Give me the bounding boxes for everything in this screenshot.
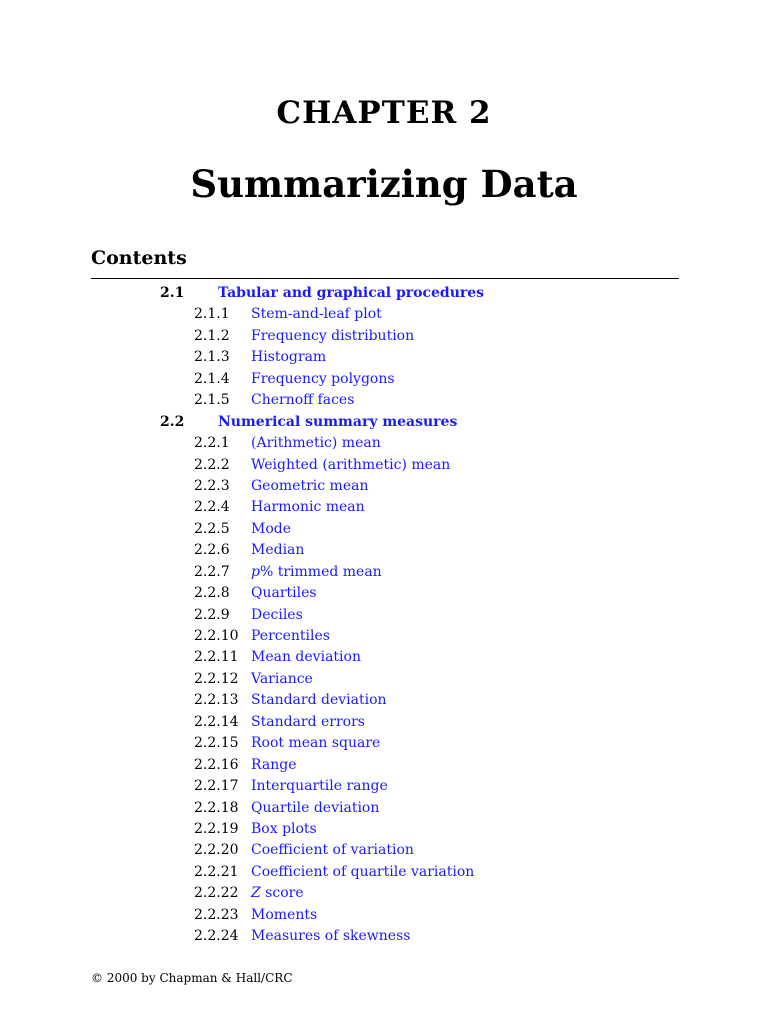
- toc-entry-number: 2.2.6: [194, 542, 230, 559]
- toc-entry-number: 2.2: [160, 413, 185, 430]
- toc-entry-link[interactable]: Moments: [251, 906, 318, 923]
- toc-entry-link[interactable]: (Arithmetic) mean: [251, 435, 381, 452]
- table-of-contents: [0, 283, 768, 948]
- toc-entry-number: 2.2.2: [194, 456, 230, 473]
- toc-subsection-row: [0, 776, 768, 797]
- toc-subsection-row: [0, 733, 768, 754]
- toc-entry-link[interactable]: Variance: [251, 670, 313, 687]
- toc-entry-number: 2.2.19: [194, 820, 239, 837]
- toc-entry-link[interactable]: Measures of skewness: [251, 928, 411, 945]
- toc-entry-link[interactable]: Standard errors: [251, 713, 365, 730]
- toc-subsection-row: [0, 626, 768, 647]
- toc-entry-number: 2.2.15: [194, 735, 239, 752]
- toc-entry-link[interactable]: p% trimmed mean: [251, 563, 382, 580]
- toc-subsection-row: [0, 562, 768, 583]
- toc-entry-number: 2.2.18: [194, 799, 239, 816]
- toc-entry-link[interactable]: Stem-and-leaf plot: [251, 306, 382, 323]
- toc-subsection-row: [0, 862, 768, 883]
- toc-subsection-row: [0, 390, 768, 411]
- toc-entry-number: 2.2.24: [194, 928, 239, 945]
- toc-subsection-row: [0, 583, 768, 604]
- toc-entry-number: 2.2.4: [194, 499, 230, 516]
- toc-subsection-row: [0, 712, 768, 733]
- chapter-title: Summarizing Data: [190, 162, 578, 206]
- toc-subsection-row: [0, 476, 768, 497]
- toc-entry-link[interactable]: Quartile deviation: [251, 799, 380, 816]
- toc-entry-number: 2.2.11: [194, 649, 239, 666]
- toc-entry-number: 2.2.3: [194, 477, 230, 494]
- toc-entry-number: 2.2.7: [194, 563, 230, 580]
- toc-entry-number: 2.1.5: [194, 392, 230, 409]
- toc-entry-number: 2.2.10: [194, 628, 239, 644]
- toc-entry-link[interactable]: Interquartile range: [251, 778, 388, 795]
- toc-entry-number: 2.2.12: [194, 670, 239, 687]
- toc-entry-number: 2.2.8: [194, 585, 230, 602]
- toc-entry-link[interactable]: Median: [251, 542, 305, 559]
- contents-heading: Contents: [91, 247, 187, 269]
- toc-entry-number: 2.2.22: [194, 885, 239, 902]
- toc-subsection-row: [0, 433, 768, 454]
- toc-subsection-row: [0, 755, 768, 776]
- toc-entry-link[interactable]: Mean deviation: [251, 649, 361, 666]
- toc-entry-link[interactable]: Percentiles: [251, 628, 330, 644]
- toc-entry-link[interactable]: Weighted (arithmetic) mean: [251, 456, 451, 473]
- toc-entry-number: 2.1.1: [194, 306, 230, 323]
- toc-entry-number: 2.1.3: [194, 349, 230, 366]
- copyright-footer: © 2000 by Chapman & Hall/CRC: [91, 971, 293, 985]
- toc-section-row: [0, 283, 768, 304]
- toc-subsection-row: [0, 497, 768, 518]
- toc-subsection-row: [0, 519, 768, 540]
- toc-entry-link[interactable]: Deciles: [251, 606, 303, 623]
- toc-subsection-row: [0, 798, 768, 819]
- toc-entry-link[interactable]: Coefficient of variation: [251, 842, 414, 859]
- toc-subsection-row: [0, 455, 768, 476]
- toc-entry-link[interactable]: Histogram: [251, 349, 327, 366]
- toc-section-row: [0, 412, 768, 433]
- toc-entry-number: 2.2.17: [194, 778, 239, 795]
- contents-divider: [91, 278, 679, 279]
- toc-subsection-row: [0, 819, 768, 840]
- toc-subsection-row: [0, 690, 768, 711]
- toc-subsection-row: [0, 540, 768, 561]
- toc-entry-link[interactable]: Chernoff faces: [251, 392, 355, 409]
- toc-subsection-row: [0, 347, 768, 368]
- toc-entry-link[interactable]: Harmonic mean: [251, 499, 365, 516]
- toc-entry-link[interactable]: Root mean square: [251, 735, 381, 752]
- toc-entry-number: 2.2.23: [194, 906, 239, 923]
- toc-subsection-row: [0, 647, 768, 668]
- toc-entry-number: 2.1.2: [194, 327, 230, 344]
- toc-subsection-row: [0, 840, 768, 861]
- toc-entry-number: 2.2.1: [194, 435, 230, 452]
- toc-entry-number: 2.1.4: [194, 370, 230, 387]
- toc-entry-number: 2.2.16: [194, 756, 239, 773]
- toc-entry-number: 2.2.13: [194, 692, 239, 709]
- toc-entry-link[interactable]: Range: [251, 756, 297, 773]
- toc-subsection-row: [0, 326, 768, 347]
- toc-subsection-row: [0, 304, 768, 325]
- toc-entry-number: 2.1: [160, 285, 185, 301]
- toc-entry-link[interactable]: Coefficient of quartile variation: [251, 863, 475, 880]
- toc-subsection-row: [0, 905, 768, 926]
- toc-entry-link[interactable]: Quartiles: [251, 585, 317, 602]
- toc-entry-number: 2.2.21: [194, 863, 239, 880]
- toc-entry-link[interactable]: Box plots: [251, 820, 317, 837]
- toc-subsection-row: [0, 605, 768, 626]
- toc-subsection-row: [0, 926, 768, 947]
- toc-entry-number: 2.2.20: [194, 842, 239, 859]
- toc-subsection-row: [0, 669, 768, 690]
- toc-entry-link[interactable]: Numerical summary measures: [218, 413, 458, 430]
- toc-entry-link[interactable]: Standard deviation: [251, 692, 387, 709]
- toc-entry-link[interactable]: Mode: [251, 520, 292, 537]
- toc-entry-number: 2.2.9: [194, 606, 230, 623]
- toc-entry-number: 2.2.5: [194, 520, 230, 537]
- toc-entry-link[interactable]: Z score: [251, 885, 304, 902]
- chapter-label: CHAPTER 2: [276, 95, 492, 131]
- toc-subsection-row: [0, 883, 768, 904]
- toc-subsection-row: [0, 369, 768, 390]
- toc-entry-link[interactable]: Frequency distribution: [251, 327, 415, 344]
- toc-entry-link[interactable]: Geometric mean: [251, 477, 369, 494]
- toc-entry-link[interactable]: Frequency polygons: [251, 370, 395, 387]
- toc-entry-link[interactable]: Tabular and graphical procedures: [218, 285, 485, 301]
- toc-entry-number: 2.2.14: [194, 713, 239, 730]
